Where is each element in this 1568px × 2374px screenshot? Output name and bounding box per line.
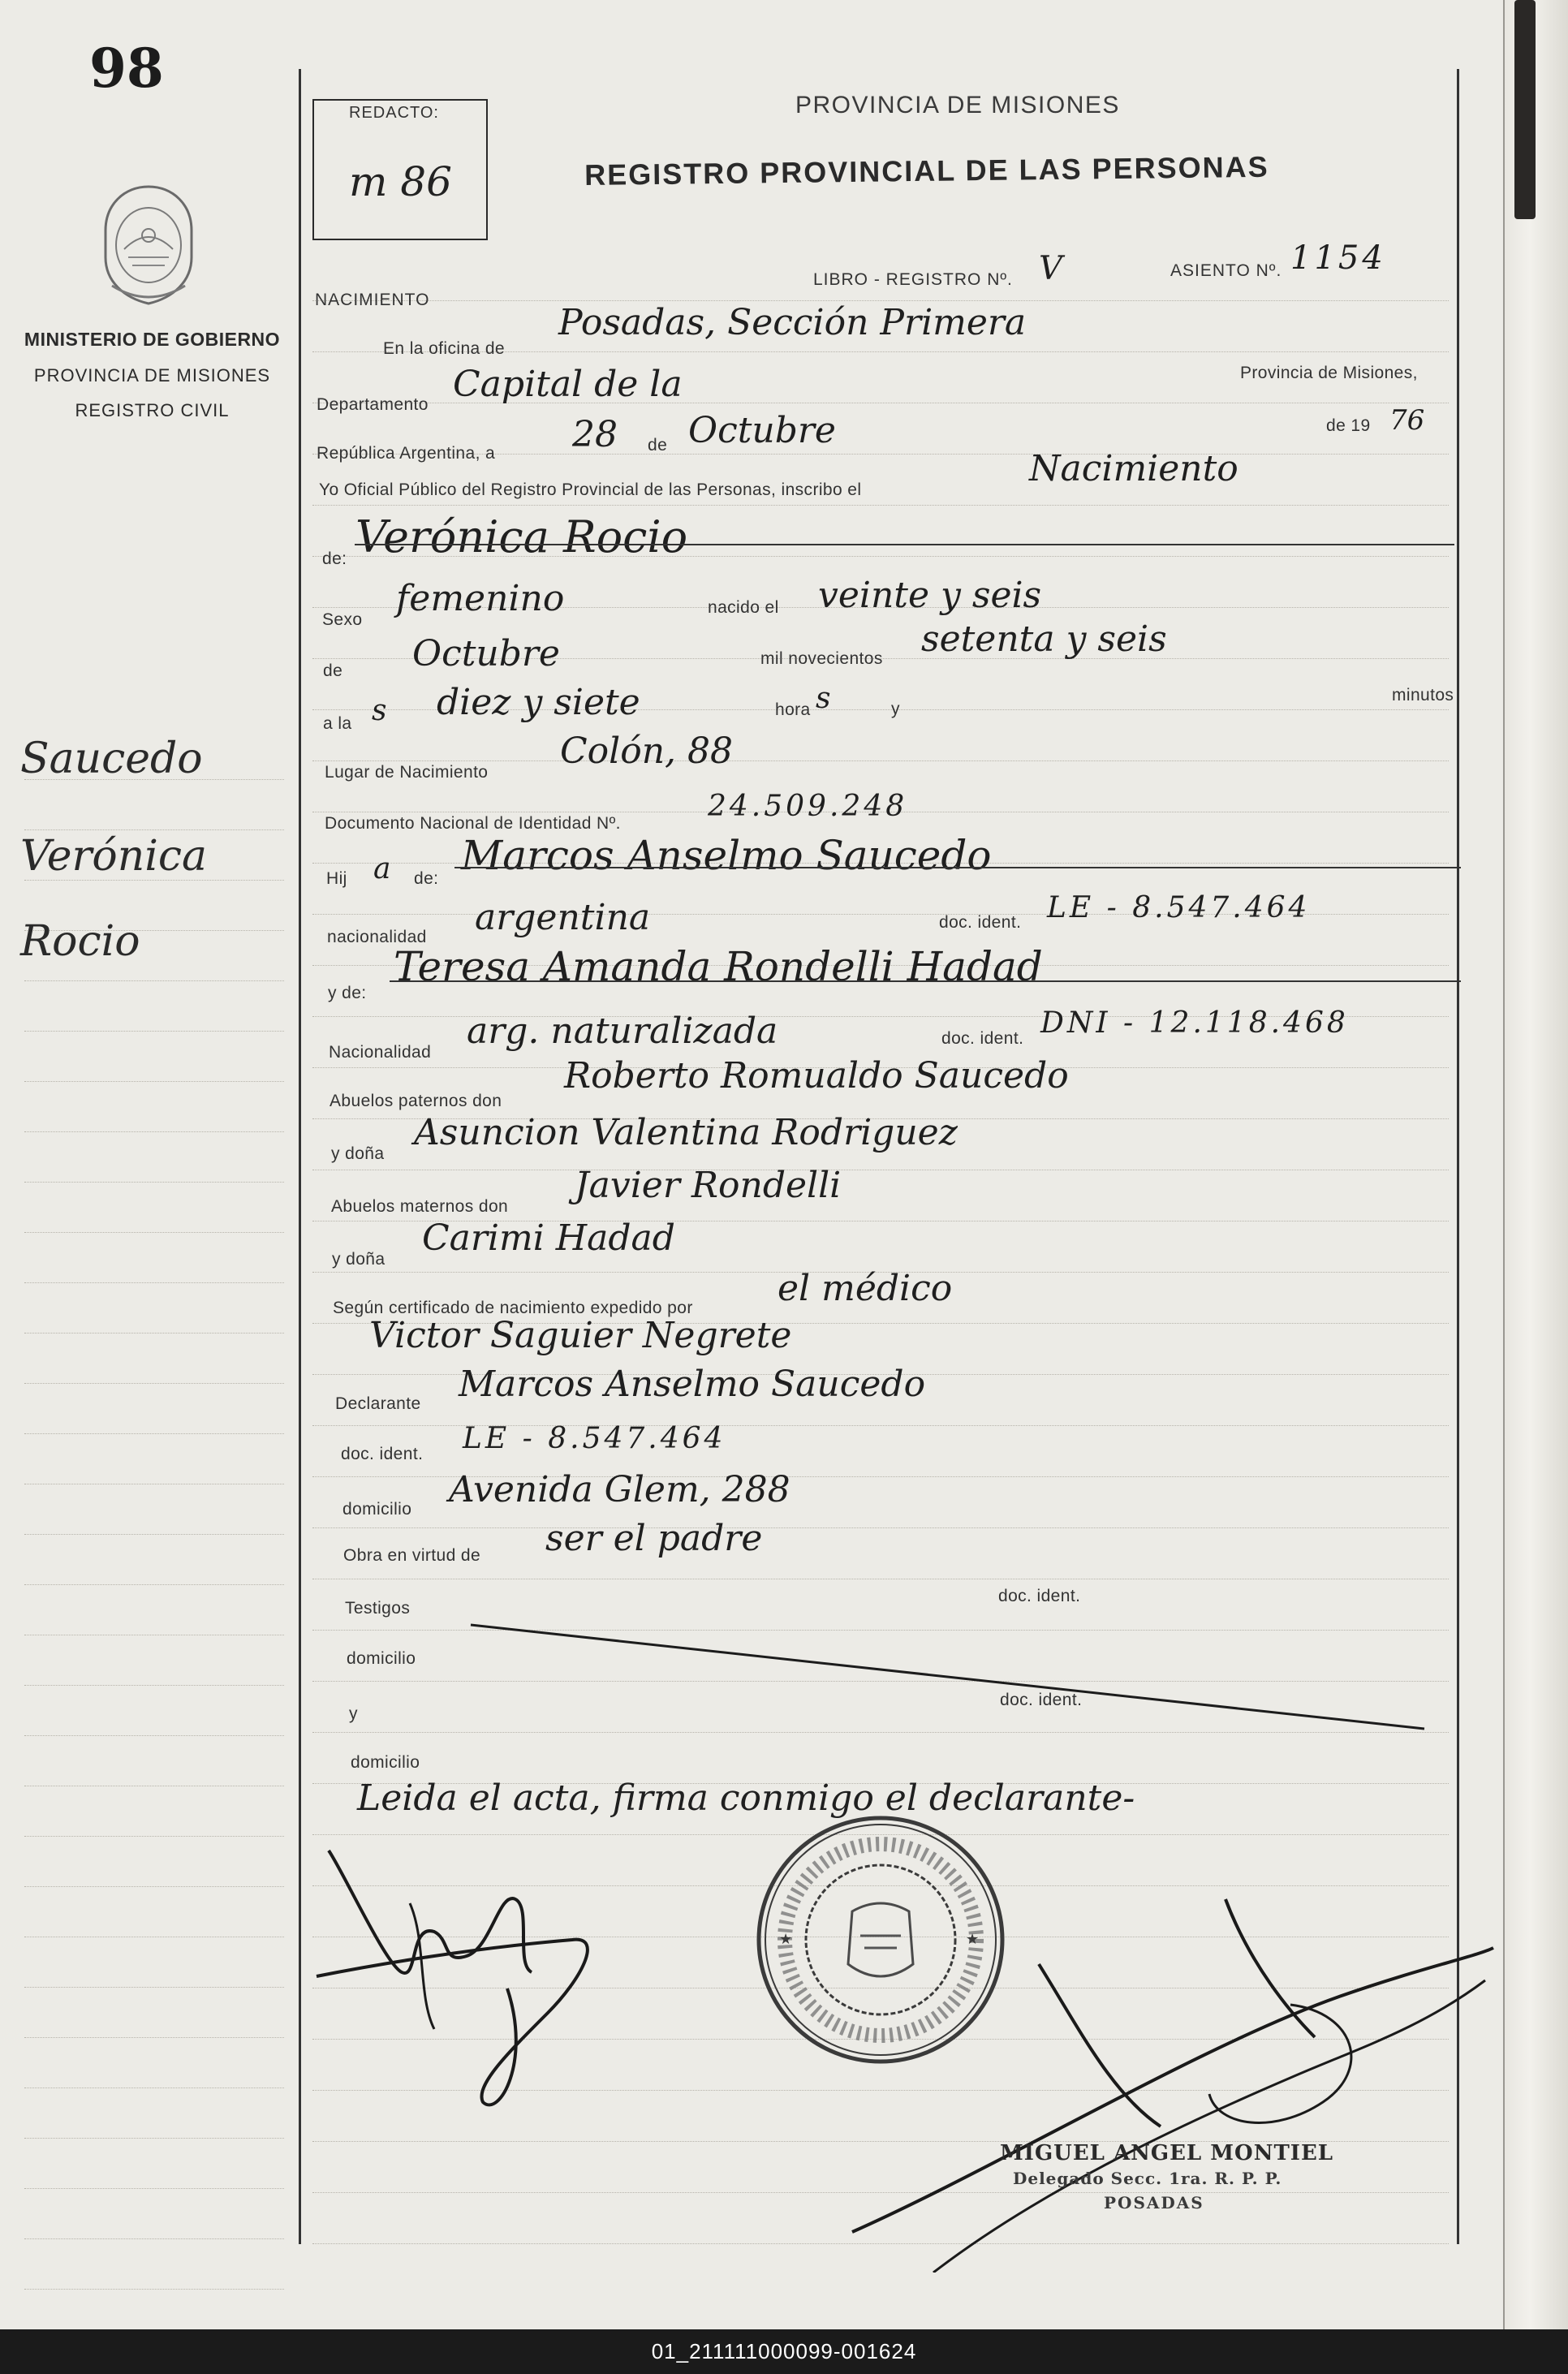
testigos-docident-label: doc. ident. [998, 1587, 1081, 1605]
margin-second-name: Rocio [20, 917, 140, 966]
father-docident-label: doc. ident. [939, 913, 1022, 932]
name-underline [355, 544, 1454, 545]
de-label: de [648, 436, 668, 455]
mother-nationality: arg. naturalizada [467, 1010, 778, 1052]
margin-ruled-line [24, 2238, 284, 2239]
y-de-label: y de: [328, 984, 367, 1002]
official-name: MIGUEL ANGEL MONTIEL [1000, 2141, 1334, 2165]
birth-day-words: veinte y seis [818, 575, 1042, 616]
oficial-label: Yo Oficial Público del Registro Provincial de las Personas, inscribo el [319, 480, 862, 499]
margin-ruled-line [24, 2289, 284, 2290]
ministry-province: PROVINCIA DE MISIONES [33, 365, 271, 386]
dni-value: 24.509.248 [708, 790, 908, 823]
maternal-grandfather: Javier Rondelli [575, 1165, 842, 1206]
declarante-doc: LE - 8.547.464 [463, 1422, 726, 1455]
libro-value: V [1039, 250, 1062, 287]
declarante-docident-label: doc. ident. [341, 1445, 424, 1463]
official-signature-icon [836, 1883, 1510, 2273]
margin-ruled-line [24, 980, 284, 981]
margin-first-name: Verónica [20, 832, 207, 881]
departamento-label: Departamento [317, 395, 429, 414]
hijo-de-label: de: [414, 869, 439, 888]
minutos-label: minutos [1392, 686, 1454, 704]
year-value: 76 [1389, 404, 1425, 437]
day-value: 28 [572, 414, 618, 455]
margin-ruled-line [24, 1836, 284, 1837]
svg-text:★: ★ [779, 1931, 793, 1948]
paternal-grandmother: Asuncion Valentina Rodriguez [414, 1112, 958, 1153]
asiento-label: ASIENTO Nº. [1170, 261, 1282, 280]
lugar-label: Lugar de Nacimiento [325, 763, 489, 782]
witness-cancel-line [463, 1615, 1437, 1737]
ministry-title: MINISTERIO DE GOBIERNO [24, 329, 281, 350]
margin-ruled-line [24, 1685, 284, 1686]
svg-text:★: ★ [966, 1931, 980, 1948]
margin-ruled-line [24, 1534, 284, 1535]
maternal-grandmother: Carimi Hadad [422, 1217, 675, 1259]
doctor-name: Victor Saguier Negrete [369, 1315, 792, 1356]
margin-ruled-line [24, 1031, 284, 1032]
margin-ruled-line [24, 1886, 284, 1887]
republica-label: República Argentina, a [317, 444, 496, 463]
y2-label: y [349, 1704, 358, 1723]
horas-suffix: s [816, 682, 831, 715]
alas-suffix: s [372, 694, 387, 727]
certificate-issuer: el médico [778, 1268, 953, 1309]
domicilio3-label: domicilio [351, 1753, 420, 1772]
hijo-gender-suffix: a [373, 852, 391, 885]
testigos2-docident-label: doc. ident. [1000, 1691, 1083, 1709]
margin-ruled-line [24, 2037, 284, 2038]
official-role: Delegado Secc. 1ra. R. P. P. [1013, 2169, 1282, 2188]
oficina-label: En la oficina de [383, 339, 505, 358]
margin-ruled-line [24, 829, 284, 830]
month-value: Octubre [688, 410, 836, 451]
record-type-label: NACIMIENTO [315, 291, 430, 309]
segun-label: Según certificado de nacimiento expedido por [333, 1299, 693, 1317]
hijo-label: Hij [326, 869, 347, 888]
oficina-value: Posadas, Sección Primera [558, 302, 1027, 343]
nacionalidad2-label: Nacionalidad [329, 1043, 432, 1062]
obra-value: ser el padre [545, 1518, 763, 1559]
sexo-value: femenino [396, 578, 565, 619]
coat-of-arms-icon [96, 180, 201, 310]
testigos-label: Testigos [345, 1599, 411, 1618]
margin-ruled-line [24, 1584, 284, 1585]
ministry-registry: REGISTRO CIVIL [75, 400, 230, 420]
provincia-label: Provincia de Misiones, [1240, 364, 1418, 382]
horas-label: hora [775, 700, 811, 719]
domicilio2-label: domicilio [347, 1649, 416, 1668]
y-dona2-label: y doña [332, 1250, 386, 1269]
birth-year-words: setenta y seis [921, 618, 1167, 660]
father-underline [454, 867, 1461, 868]
mil-label: mil novecientos [760, 649, 883, 668]
abuelos-maternos-label: Abuelos maternos don [331, 1197, 509, 1216]
margin-ruled-line [24, 1081, 284, 1082]
registry-title: REGISTRO PROVINCIAL DE LAS PERSONAS [584, 149, 1269, 192]
margin-ruled-line [24, 2188, 284, 2189]
margin-ruled-line [24, 1131, 284, 1132]
nacido-label: nacido el [708, 598, 779, 617]
domicilio-value: Avenida Glem, 288 [449, 1469, 790, 1510]
margin-ruled-line [24, 1383, 284, 1384]
father-doc: LE - 8.547.464 [1047, 891, 1311, 924]
alas-label: a la [323, 714, 352, 733]
abuelos-paternos-label: Abuelos paternos don [330, 1092, 502, 1110]
declarante-name: Marcos Anselmo Saucedo [459, 1364, 926, 1405]
y-minutes-label: y [891, 700, 900, 718]
mother-name: Teresa Amanda Rondelli Hadad [394, 943, 1043, 990]
binding-shadow [1514, 0, 1536, 219]
domicilio-label: domicilio [342, 1500, 412, 1519]
obra-label: Obra en virtud de [343, 1546, 481, 1565]
mother-doc: DNI - 12.118.468 [1040, 1006, 1349, 1040]
redacto-value: m 86 [349, 158, 452, 205]
departamento-value: Capital de la [453, 364, 683, 405]
declarante-label: Declarante [335, 1394, 421, 1413]
official-city: POSADAS [1104, 2193, 1204, 2212]
margin-surname: Saucedo [20, 735, 203, 783]
margin-ruled-line [24, 1433, 284, 1434]
margin-ruled-line [24, 1987, 284, 1988]
page-edge [1503, 0, 1568, 2329]
margin-ruled-line [24, 2087, 284, 2088]
lugar-value: Colón, 88 [560, 730, 734, 772]
birth-month: Octubre [412, 633, 560, 674]
nacionalidad-label: nacionalidad [327, 928, 427, 946]
asiento-value: 1154 [1290, 239, 1386, 277]
birth-hour-words: diez y siete [437, 682, 640, 723]
father-name: Marcos Anselmo Saucedo [461, 832, 992, 879]
margin-ruled-line [24, 2138, 284, 2139]
registered-name: Verónica Rocio [355, 511, 688, 562]
y-dona-label: y doña [331, 1144, 385, 1163]
margin-ruled-line [24, 1182, 284, 1183]
margin-ruled-line [24, 1282, 284, 1283]
province-header: PROVINCIA DE MISIONES [795, 92, 1120, 118]
page-number: 98 [89, 37, 164, 100]
image-id-footer: 01_211111000099-001624 [0, 2329, 1568, 2374]
declarant-signature-icon [312, 1842, 605, 2118]
libro-label: LIBRO - REGISTRO Nº. [813, 270, 1013, 289]
redacto-label: REDACTO: [349, 104, 439, 122]
leida-closing: Leida el acta, firma conmigo el declarante- [357, 1777, 1135, 1819]
sexo-label: Sexo [322, 610, 363, 629]
margin-ruled-line [24, 1232, 284, 1233]
de-name-label: de: [322, 549, 347, 568]
margin-ruled-line [24, 1735, 284, 1736]
father-nationality: argentina [475, 897, 651, 938]
mother-underline [390, 980, 1461, 982]
mother-docident-label: doc. ident. [941, 1029, 1024, 1048]
acta-type-value: Nacimiento [1029, 448, 1238, 489]
year-label: de 19 [1326, 416, 1371, 435]
paternal-grandfather: Roberto Romualdo Saucedo [564, 1055, 1069, 1097]
dni-label: Documento Nacional de Identidad Nº. [325, 814, 621, 833]
de-month-label: de [323, 661, 343, 680]
